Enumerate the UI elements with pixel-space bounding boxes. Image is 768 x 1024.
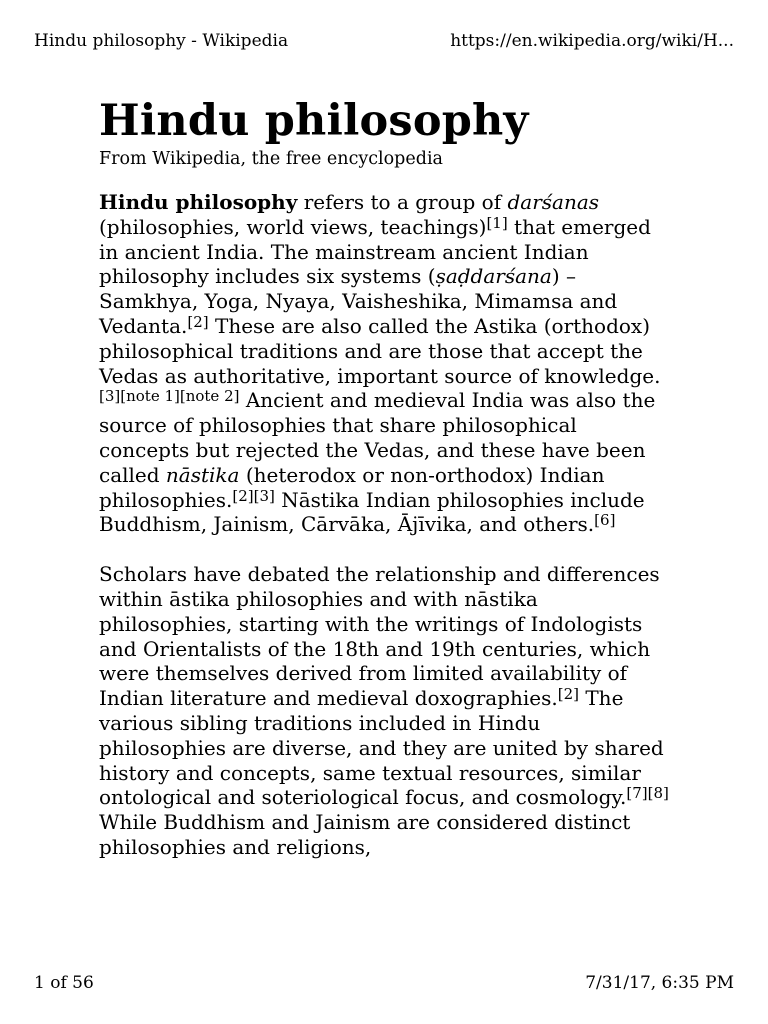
text-run: that emerged in ancient India. The mainstream ancient Indian philosophy includes six systems ( bbox=[99, 214, 651, 289]
citation-link[interactable]: [3][note 1][note 2] bbox=[99, 387, 240, 406]
paragraph-1 bbox=[99, 190, 671, 537]
text-run: ) – Samkhya, Yoga, Nyaya, Vaisheshika, Mimamsa and Vedanta. bbox=[99, 264, 618, 338]
text-run: While Buddhism and Jainism are considered distinct philosophies and religions, bbox=[99, 810, 631, 859]
italic-term: darśanas bbox=[507, 190, 600, 214]
article-subtitle: From Wikipedia, the free encyclopedia bbox=[99, 149, 443, 169]
italic-term: ṣaḍdarśana bbox=[435, 264, 552, 289]
text-run: These are also called the Astika (orthodox) philosophical traditions and are those that accept the Vedas as authoritative, important source of knowledge. bbox=[99, 313, 661, 388]
text-run: Nāstika Indian philosophies include Buddhism, Jainism, Cārvāka, Ājīvika, and others. bbox=[99, 487, 645, 537]
citation-link[interactable]: [7][8] bbox=[626, 784, 669, 803]
article-content bbox=[99, 95, 671, 885]
bold-term: Hindu philosophy bbox=[99, 190, 298, 214]
italic-term: nāstika bbox=[165, 462, 240, 487]
text-run: Ancient and medieval India was also the source of philosophies that share philosophical concepts but rejected the Vedas, and these have been called bbox=[99, 388, 656, 487]
print-footer-page-counter: 1 of 56 bbox=[34, 973, 94, 993]
text-run: The various sibling traditions included in Hindu philosophies are diverse, and they are united by shared history and concepts, same textual resources, similar ontological and soteriological focus, and cosmology. bbox=[99, 686, 664, 810]
text-run: (heterodox or non-orthodox) Indian philosophies. bbox=[99, 462, 605, 512]
citation-link[interactable]: [2] bbox=[557, 685, 579, 704]
article-title: Hindu philosophy bbox=[99, 96, 529, 146]
text-run: Scholars have debated the relationship and differences within āstika philosophies and with nāstika philosophies, starting with the writings of Indologists and Orientalists of the 18th and 19th centuries, which were themselves derived from limited availability of Indian literature and medieval doxographies. bbox=[99, 562, 660, 711]
citation-link[interactable]: [2][3] bbox=[232, 486, 275, 505]
text-run: refers to a group of bbox=[297, 190, 508, 214]
print-header-url: https://en.wikipedia.org/wiki/H... bbox=[450, 31, 734, 51]
paragraph-2 bbox=[99, 562, 671, 860]
citation-link[interactable]: [2] bbox=[187, 312, 209, 331]
print-header-page-title: Hindu philosophy - Wikipedia bbox=[34, 31, 289, 51]
text-run: (philosophies, world views, teachings) bbox=[99, 214, 487, 239]
citation-link[interactable]: [6] bbox=[594, 511, 616, 530]
citation-link[interactable]: [1] bbox=[486, 213, 508, 232]
print-footer-timestamp: 7/31/17, 6:35 PM bbox=[585, 973, 734, 993]
